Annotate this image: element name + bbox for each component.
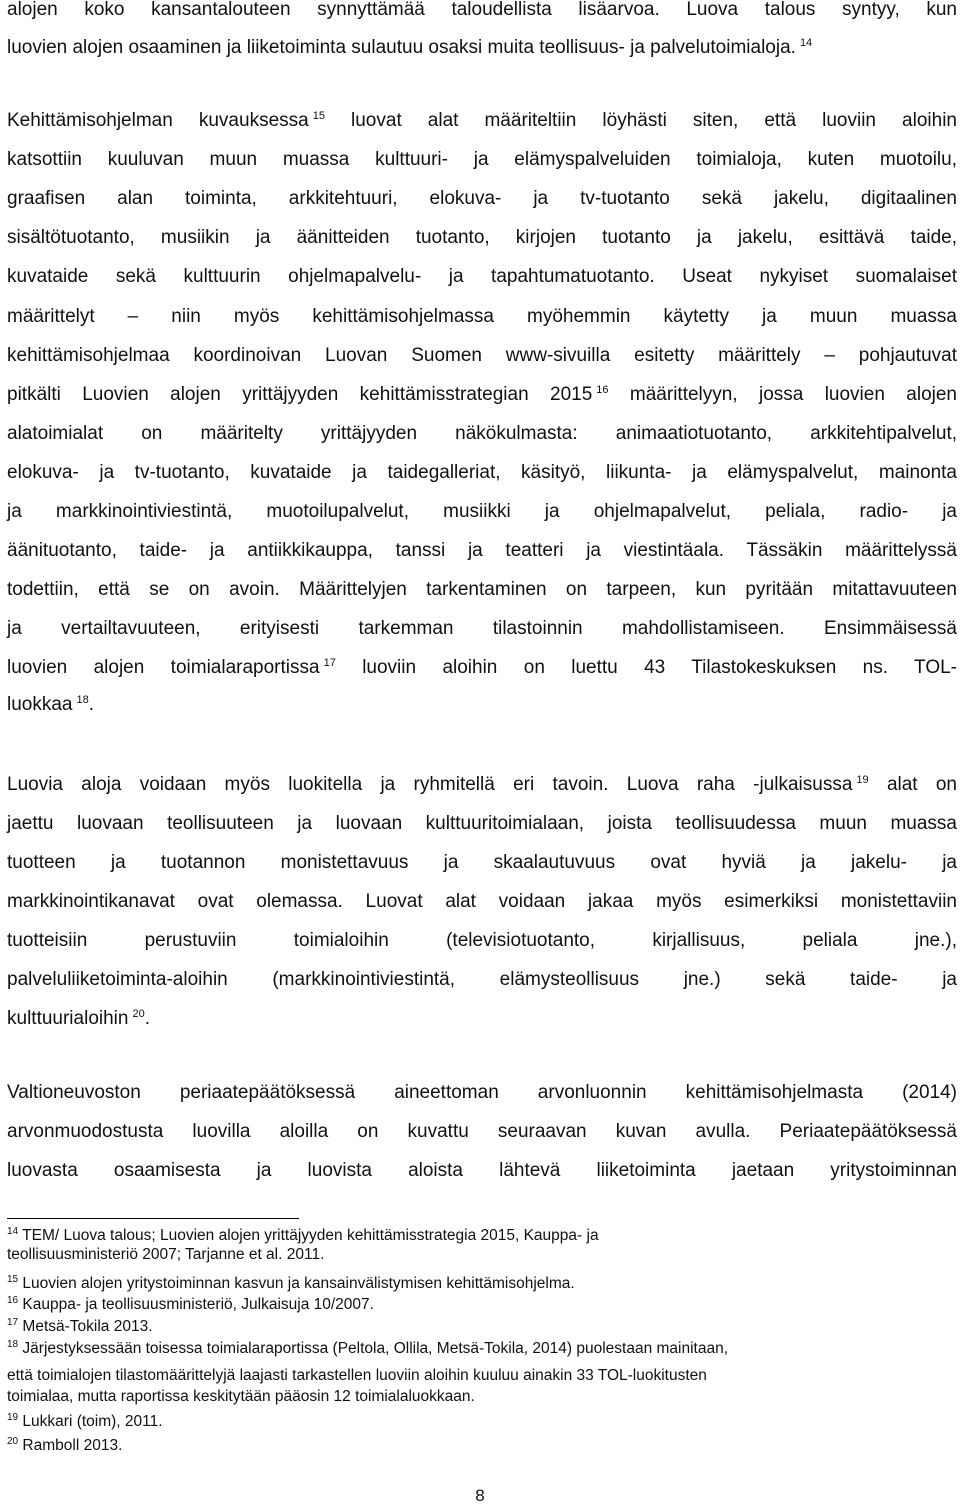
- footnote-text: toimialaa, mutta raportissa keskitytään pääosin 12 toimialaluokkaan.: [7, 1388, 475, 1405]
- body-line: [7, 536, 957, 566]
- footnote-line: [7, 1339, 957, 1358]
- body-line-text: äänituotanto, taide- ja antiikkikauppa, tanssi ja teatteri ja viestintäala. Tässäkin määrittelyssä: [7, 540, 957, 561]
- body-line-continuation: alat on: [868, 774, 957, 795]
- footnote-line: [7, 1245, 957, 1264]
- footnote-text: Lukkari (toim), 2011.: [18, 1413, 163, 1430]
- body-line: [7, 690, 957, 720]
- footnote-line: [7, 1366, 957, 1385]
- body-line-text: todettiin, että se on avoin. Määrittelyjen tarkentaminen on tarpeen, kun pyritään mitattavuuteen: [7, 579, 957, 600]
- body-line-text: kehittämisohjelmaa koordinoivan Luovan Suomen www-sivuilla esitetty määrittely – pohjautuvat: [7, 345, 957, 366]
- footnote-text: teollisuusministeriö 2007; Tarjanne et al. 2011.: [7, 1246, 325, 1263]
- body-line-text: Valtioneuvoston periaatepäätöksessä aineettoman arvonluonnin kehittämisohjelmasta (2014): [7, 1082, 957, 1103]
- footnote-number: 19: [7, 1411, 19, 1423]
- footnote-ref: 16: [596, 383, 609, 396]
- body-line: [7, 809, 957, 839]
- footnote-separator: [7, 1218, 299, 1219]
- body-line: [7, 965, 957, 995]
- body-line: [7, 262, 957, 292]
- footnote-ref: 19: [856, 773, 869, 786]
- body-line-text: ja vertailtavuuteen, erityisesti tarkemman tilastoinnin mahdollistamiseen. Ensimmäisessä: [7, 618, 957, 639]
- body-line-text: luovien alojen toimialaraportissa: [7, 657, 320, 678]
- footnote-line: [7, 1436, 957, 1455]
- footnote-text: Ramboll 2013.: [18, 1437, 123, 1454]
- body-line-text: palveluliiketoiminta-aloihin (markkinointiviestintä, elämysteollisuus jne.) sekä taide- ja: [7, 969, 957, 990]
- body-line-text: tuotteisiin perustuviin toimialoihin (televisiotuotanto, kirjallisuus, peliala jne.),: [7, 930, 957, 951]
- footnote-line: [7, 1226, 957, 1245]
- body-line-text: arvonmuodostusta luovilla aloilla on kuvattu seuraavan kuvan avulla. Periaatepäätöksessä: [7, 1121, 957, 1142]
- footnote-ref: 20: [132, 1007, 145, 1020]
- body-line: [7, 926, 957, 956]
- footnote-text: että toimialojen tilastomäärittelyjä laajasti tarkastellen luoviin aloihin kuuluu ainakin 33 TOL-luokitusten: [7, 1367, 707, 1384]
- body-line-continuation: luovat alat määriteltiin löyhästi siten, että luoviin aloihin: [324, 110, 957, 131]
- body-line-text: Luovia aloja voidaan myös luokitella ja ryhmitellä eri tavoin. Luova raha -julkaisussa: [7, 774, 853, 795]
- body-line: [7, 223, 957, 253]
- footnote-number: 20: [7, 1435, 19, 1447]
- footnote-number: 17: [7, 1316, 19, 1328]
- body-line-continuation: määrittelyyn, jossa luovien alojen: [608, 384, 957, 405]
- footnote-ref: 14: [799, 36, 813, 49]
- body-line: [7, 458, 957, 488]
- footnote-text: Metsä-Tokila 2013.: [18, 1318, 153, 1335]
- footnote-number: 14: [7, 1225, 19, 1237]
- body-line-text: pitkälti Luovien alojen yrittäjyyden kehittämisstrategian 2015: [7, 384, 593, 405]
- body-line: [7, 614, 957, 644]
- body-line-text: jaettu luovaan teollisuuteen ja luovaan kulttuuritoimialaan, joista teollisuudessa muun muassa: [7, 813, 957, 834]
- footnote-line: [7, 1295, 957, 1314]
- footnote-text: Luovien alojen yritystoiminnan kasvun ja kansainvälistymisen kehittämisohjelma.: [18, 1275, 575, 1292]
- body-line: [7, 33, 957, 63]
- body-line-text: luovien alojen osaaminen ja liiketoiminta sulautuu osaksi muita teollisuus- ja palvelutoimialoja.: [7, 37, 796, 58]
- body-line: [7, 380, 957, 410]
- body-line: [7, 106, 957, 136]
- footnote-ref: 15: [312, 109, 325, 122]
- body-line: [7, 1156, 957, 1186]
- body-line: [7, 497, 957, 527]
- body-line: [7, 1004, 957, 1034]
- body-line-text: kulttuurialoihin: [7, 1008, 129, 1029]
- body-line: [7, 653, 957, 683]
- body-line-continuation: .: [144, 1008, 150, 1029]
- body-line: [7, 770, 957, 800]
- body-line-continuation: .: [88, 694, 95, 715]
- footnote-line: [7, 1274, 957, 1293]
- body-line-text: Kehittämisohjelman kuvauksessa: [7, 110, 309, 131]
- footnote-number: 16: [7, 1294, 19, 1306]
- footnote-line: [7, 1412, 957, 1431]
- footnote-text: Kauppa- ja teollisuusministeriö, Julkaisuja 10/2007.: [18, 1296, 374, 1313]
- body-line: [7, 341, 957, 371]
- body-line-text: markkinointikanavat ovat olemassa. Luovat alat voidaan jakaa myös esimerkiksi monistettaviin: [7, 891, 957, 912]
- body-line: [7, 575, 957, 605]
- body-line-text: määrittelyt – niin myös kehittämisohjelmassa myöhemmin käytetty ja muun muassa: [7, 306, 957, 327]
- body-line-text: alojen koko kansantalouteen synnyttämää taloudellista lisäarvoa. Luova talous syntyy, kun: [7, 0, 957, 20]
- footnote-ref: 18: [76, 693, 89, 706]
- body-line-text: elokuva- ja tv-tuotanto, kuvataide ja taidegalleriat, käsityö, liikunta- ja elämyspalvelut, mainonta: [7, 462, 957, 483]
- body-line-text: ja markkinointiviestintä, muotoilupalvelut, musiikki ja ohjelmapalvelut, peliala, radio- ja: [7, 501, 957, 522]
- body-line: [7, 0, 957, 25]
- body-line-text: katsottiin kuuluvan muun muassa kulttuuri- ja elämyspalveluiden toimialoja, kuten muotoilu,: [7, 149, 957, 170]
- page-number: 8: [475, 1486, 485, 1505]
- body-line: [7, 419, 957, 449]
- footnote-ref: 17: [323, 656, 336, 669]
- body-line-text: kuvataide sekä kulttuurin ohjelmapalvelu- ja tapahtumatuotanto. Useat nykyiset suomalaiset: [7, 266, 957, 287]
- body-line: [7, 1117, 957, 1147]
- body-line-text: graafisen alan toiminta, arkkitehtuuri, elokuva- ja tv-tuotanto sekä jakelu, digitaalinen: [7, 188, 957, 209]
- body-line-text: tuotteen ja tuotannon monistettavuus ja skaalautuvuus ovat hyviä ja jakelu- ja: [7, 852, 957, 873]
- body-line: [7, 848, 957, 878]
- body-line-continuation: luoviin aloihin on luettu 43 Tilastokeskuksen ns. TOL-: [335, 657, 957, 678]
- body-line-text: sisältötuotanto, musiikin ja äänitteiden tuotanto, kirjojen tuotanto ja jakelu, esittävä taide,: [7, 227, 957, 248]
- body-line-text: alatoimialat on määritelty yrittäjyyden näkökulmasta: animaatiotuotanto, arkkitehtipalvelut,: [7, 423, 957, 444]
- body-line: [7, 184, 957, 214]
- footnote-number: 18: [7, 1338, 19, 1350]
- body-line: [7, 887, 957, 917]
- footnote-text: TEM/ Luova talous; Luovien alojen yrittäjyyden kehittämisstrategia 2015, Kauppa- ja: [18, 1227, 599, 1244]
- body-line: [7, 1078, 957, 1108]
- footnote-number: 15: [7, 1273, 19, 1285]
- body-line: [7, 145, 957, 175]
- body-line-text: luokkaa: [7, 694, 73, 715]
- footnote-line: [7, 1317, 957, 1336]
- body-line: [7, 302, 957, 332]
- footnote-text: Järjestyksessään toisessa toimialaraportissa (Peltola, Ollila, Metsä-Tokila, 2014) puolestaan mainitaan,: [18, 1340, 729, 1357]
- body-line-text: luovasta osaamisesta ja luovista aloista lähtevä liiketoiminta jaetaan yritystoiminnan: [7, 1160, 957, 1181]
- footnote-line: [7, 1387, 957, 1406]
